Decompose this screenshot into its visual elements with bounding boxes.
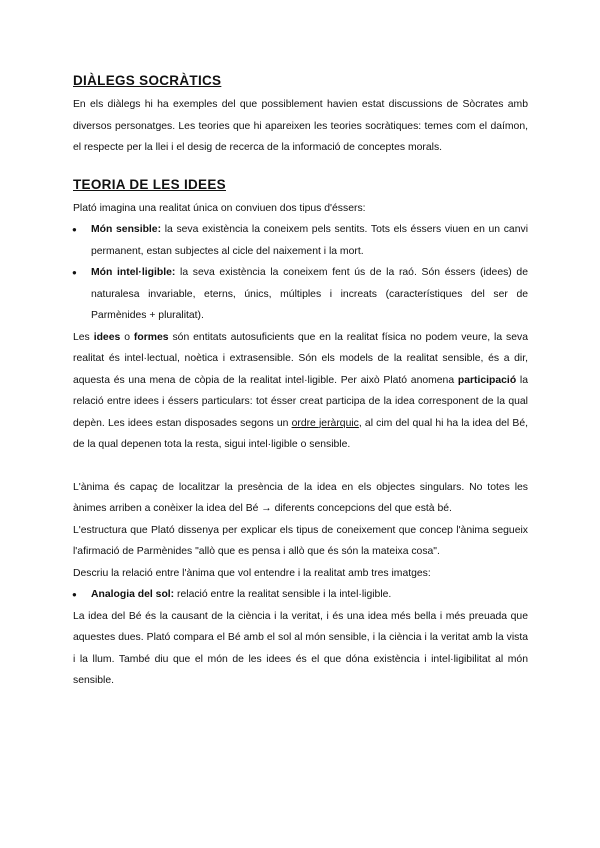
bold-term: participació <box>457 374 517 386</box>
list-item <box>73 262 528 327</box>
bold-term: formes <box>133 331 169 343</box>
list-item <box>73 584 528 606</box>
paragraph-estructura: L'estructura que Plató dissenya per explicar els tipus de coneixement que concep l'ànima segueix l'afirmació de Parmènides "allò que es pensa i allò que és són la mateixa cosa". <box>73 524 528 557</box>
text-run: , al cim del qual hi ha la idea del Bé, de la qual depenen tota la resta, sigui intel·ligible o sensible. <box>73 417 528 450</box>
bullet-list-mons <box>73 219 528 327</box>
heading-dialegs-socratics: DIÀLEGS SOCRÀTICS <box>73 73 222 88</box>
text-run: la relació entre idees i éssers particulars: tot ésser creat participa de la idea corresponent de la qual depèn. Les idees estan disposades segons un <box>73 374 528 429</box>
bold-term: idees <box>93 331 121 343</box>
paragraph-be: La idea del Bé és la causant de la ciència i la veritat, i és una idea més bella i més preuada que aquestes dues. Plató compara el Bé amb el sol al món sensible, i la ciència i la veritat amb la vista i la llum. També diu que el món de les idees és el que dóna existència i intel·ligibilitat al món sensible. <box>73 610 528 686</box>
bullet-term: Analogia del sol: <box>91 589 175 600</box>
spacer <box>73 456 528 477</box>
text-run: o <box>120 331 134 343</box>
text-run: Les <box>73 331 94 343</box>
bullet-list-imatges <box>73 584 528 606</box>
bullet-text: la seva existència la coneixem fent ús de la raó. Són éssers (idees) de naturalesa invariable, eterns, únics, múltiples i increats (característiques del ser de Parmènides + pluralitat). <box>91 267 528 321</box>
list-item <box>73 219 528 262</box>
paragraph-descriu: Descriu la relació entre l'ànima que vol entendre i la realitat amb tres imatges: <box>73 567 431 579</box>
bullet-term: Món sensible: <box>91 224 162 235</box>
heading-teoria-idees: TEORIA DE LES IDEES <box>73 176 226 192</box>
bullet-term: Món intel·ligible: <box>91 267 176 278</box>
bullet-text: relació entre la realitat sensible i la intel·ligible. <box>174 589 392 600</box>
paragraph-idees <box>73 327 528 456</box>
paragraph-intro: Plató imagina una realitat única on conviuen dos tipus d'éssers: <box>73 202 366 214</box>
bullet-text: la seva existència la coneixem pels sentits. Tots els éssers viuen en un canvi permanent, estan subjectes al cicle del naixement i la mort. <box>91 224 528 257</box>
underlined-term: ordre jeràrquic <box>291 417 359 429</box>
paragraph-dialegs: En els diàlegs hi ha exemples del que possiblement havien estat discussions de Sòcrates amb diversos personatges. Les teories que hi apareixen les teories socràtiques: temes com el daímon, el respecte per la llei i el desig de recerca de la informació de conceptes morals. <box>73 99 528 153</box>
document-page <box>73 72 528 692</box>
text-run: són entitats autosuficients que en la realitat física no podem veure, la seva realitat és intel·lectual, noètica i extrasensible. Són els models de la realitat sensible, és a dir, aquesta és una mena de còpia de la realitat intel·ligible. Per això Plató anomena <box>73 331 528 386</box>
paragraph-anima: L'ànima és capaç de localitzar la presència de la idea en els objectes singulars. No totes les ànimes arriben a conèixer la idea del Bé → diferents concepcions del que està bé. <box>73 481 528 514</box>
